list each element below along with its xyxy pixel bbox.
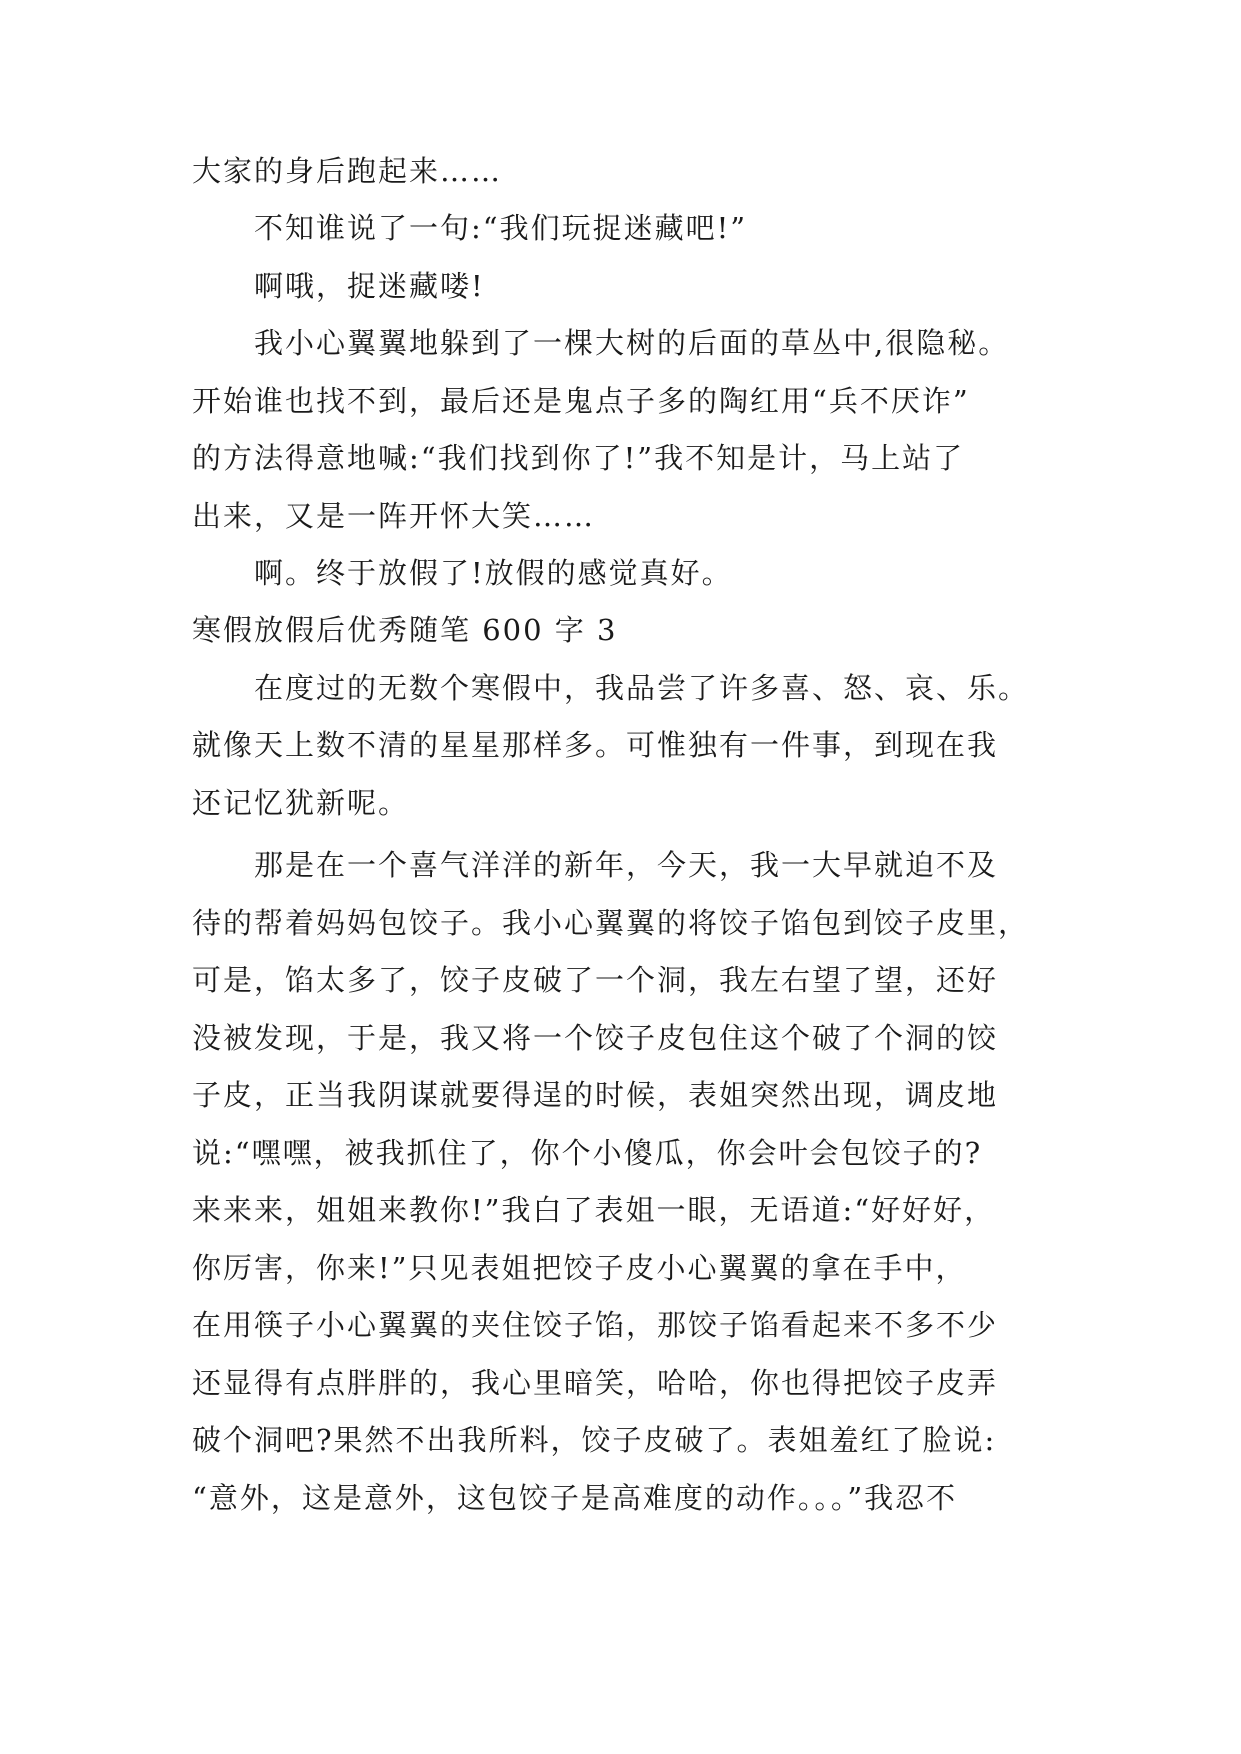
text-line: 大家的身后跑起来…… — [192, 154, 503, 188]
text-line: 来来来，姐姐来教你!”我白了表姐一眼，无语道:“好好好， — [192, 1193, 996, 1227]
text-line: 的方法得意地喊:“我们找到你了!”我不知是计，马上站了 — [192, 441, 965, 475]
text-line: 还显得有点胖胖的，我心里暗笑，哈哈，你也得把饺子皮弄 — [192, 1366, 999, 1400]
text-line: 说:“嘿嘿，被我抓住了，你个小傻瓜，你会叶会包饺子的? — [192, 1136, 983, 1170]
text-line: 你厉害，你来!”只见表姐把饺子皮小心翼翼的拿在手中， — [192, 1251, 967, 1285]
text-line: 开始谁也找不到，最后还是鬼点子多的陶红用“兵不厌诈” — [192, 384, 970, 418]
text-line: 啊。终于放假了!放假的感觉真好。 — [254, 556, 733, 590]
text-line: 出来，又是一阵开怀大笑…… — [192, 499, 596, 533]
text-line: 待的帮着妈妈包饺子。我小心翼翼的将饺子馅包到饺子皮里， — [192, 906, 1030, 940]
text-line: 啊哦，捉迷藏喽! — [254, 269, 485, 303]
text-line: 那是在一个喜气洋洋的新年，今天，我一大早就迫不及 — [254, 848, 999, 882]
section-heading: 寒假放假后优秀随笔 600 字 3 — [192, 613, 618, 647]
text-line: 在用筷子小心翼翼的夹住饺子馅，那饺子馅看起来不多不少 — [192, 1308, 999, 1342]
text-line: “意外，这是意外，这包饺子是高难度的动作。。。”我忍不 — [192, 1481, 958, 1515]
text-line: 子皮，正当我阴谋就要得逞的时候，表姐突然出现，调皮地 — [192, 1078, 999, 1112]
text-line: 在度过的无数个寒假中，我品尝了许多喜、怒、哀、乐。 — [254, 671, 1030, 705]
text-line: 就像天上数不清的星星那样多。可惟独有一件事，到现在我 — [192, 728, 999, 762]
text-line: 还记忆犹新呢。 — [192, 786, 410, 820]
text-line: 我小心翼翼地躲到了一棵大树的后面的草丛中,很隐秘。 — [254, 326, 1010, 360]
text-line: 不知谁说了一句:“我们玩捉迷藏吧!” — [254, 211, 748, 245]
text-line: 没被发现，于是，我又将一个饺子皮包住这个破了个洞的饺 — [192, 1021, 999, 1055]
text-line: 可是，馅太多了，饺子皮破了一个洞，我左右望了望，还好 — [192, 963, 999, 997]
text-line: 破个洞吧?果然不出我所料，饺子皮破了。表姐羞红了脸说: — [192, 1423, 997, 1457]
